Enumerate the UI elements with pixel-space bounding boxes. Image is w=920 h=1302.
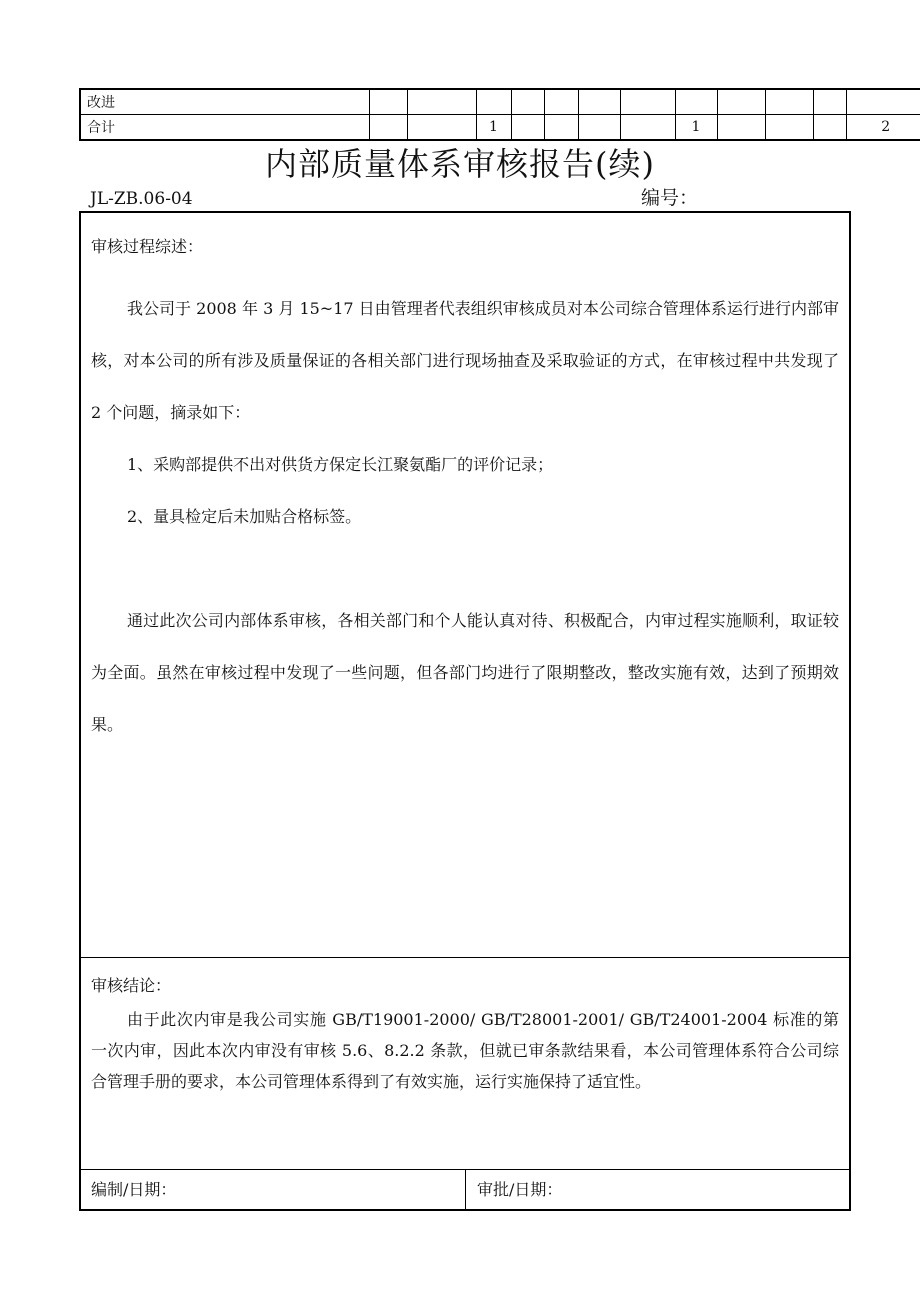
document-title: 内部质量体系审核报告(续): [265, 145, 655, 183]
table-cell: [369, 89, 407, 115]
table-cell: [369, 115, 407, 141]
table-cell: [511, 89, 544, 115]
table-cell: [813, 89, 846, 115]
form-code: JL-ZB.06-04: [90, 189, 193, 209]
table-cell: [620, 89, 675, 115]
table-cell: [717, 89, 765, 115]
approved-date-field: 审批/日期：: [477, 1180, 563, 1199]
table-cell: [717, 115, 765, 141]
audit-process-section: [81, 213, 849, 958]
finding-item: 1、采购部提供不出对供货方保定长江聚氨酯厂的评价记录；: [127, 455, 554, 474]
table-row-improvement: [80, 89, 920, 115]
table-cell: [765, 89, 813, 115]
table-cell: [544, 115, 578, 141]
audit-conclusion-section: [81, 958, 849, 1170]
signature-row: [81, 1170, 849, 1209]
prepared-date-field: 编制/日期：: [81, 1170, 466, 1209]
report-frame: [79, 211, 851, 1211]
conclusion-paragraph: 由于此次内审是我公司实施 GB/T19001-2000/ GB/T28001-2001/ GB/T24001-2004 标准的第一次内审，因此本次内审没有审核 5.6、8.2.2 条款，但就已审条款结果看，本公司管理体系符合公司综合管理手册的要求，本公司管理体系得到了有效实施，运行实施保持了适宜性。: [91, 1010, 839, 1091]
table-cell: [675, 89, 717, 115]
table-cell: 1: [476, 115, 511, 141]
table-cell: [813, 115, 846, 141]
table-cell: [511, 115, 544, 141]
table-cell: [578, 89, 620, 115]
finding-item: 2、量具检定后未加贴合格标签。: [127, 507, 362, 526]
section-heading: 审核过程综述：: [91, 237, 204, 256]
table-cell: [476, 89, 511, 115]
spacer: [91, 543, 839, 595]
table-cell: [765, 115, 813, 141]
table-cell: [407, 115, 476, 141]
table-cell: [620, 115, 675, 141]
table-cell: [407, 89, 476, 115]
table-cell: 2: [846, 115, 920, 141]
section-heading: 审核结论：: [91, 976, 172, 995]
table-row-total: [80, 115, 920, 141]
table-cell: [544, 89, 578, 115]
table-cell: 1: [675, 115, 717, 141]
table-cell: [578, 115, 620, 141]
table-cell: [846, 89, 920, 115]
row-label: 改进: [80, 89, 369, 115]
number-label: 编号：: [641, 187, 699, 209]
row-label: 合计: [80, 115, 369, 141]
summary-table: [79, 88, 920, 141]
process-paragraph: 通过此次公司内部体系审核，各相关部门和个人能认真对待、积极配合，内审过程实施顺利，取证较为全面。虽然在审核过程中发现了一些问题，但各部门均进行了限期整改，整改实施有效，达到了预期效果。: [91, 611, 839, 734]
process-paragraph: 我公司于 2008 年 3 月 15~17 日由管理者代表组织审核成员对本公司综合管理体系运行进行内部审核，对本公司的所有涉及质量保证的各相关部门进行现场抽查及采取验证的方式，在审核过程中共发现了 2 个问题，摘录如下：: [91, 299, 839, 422]
